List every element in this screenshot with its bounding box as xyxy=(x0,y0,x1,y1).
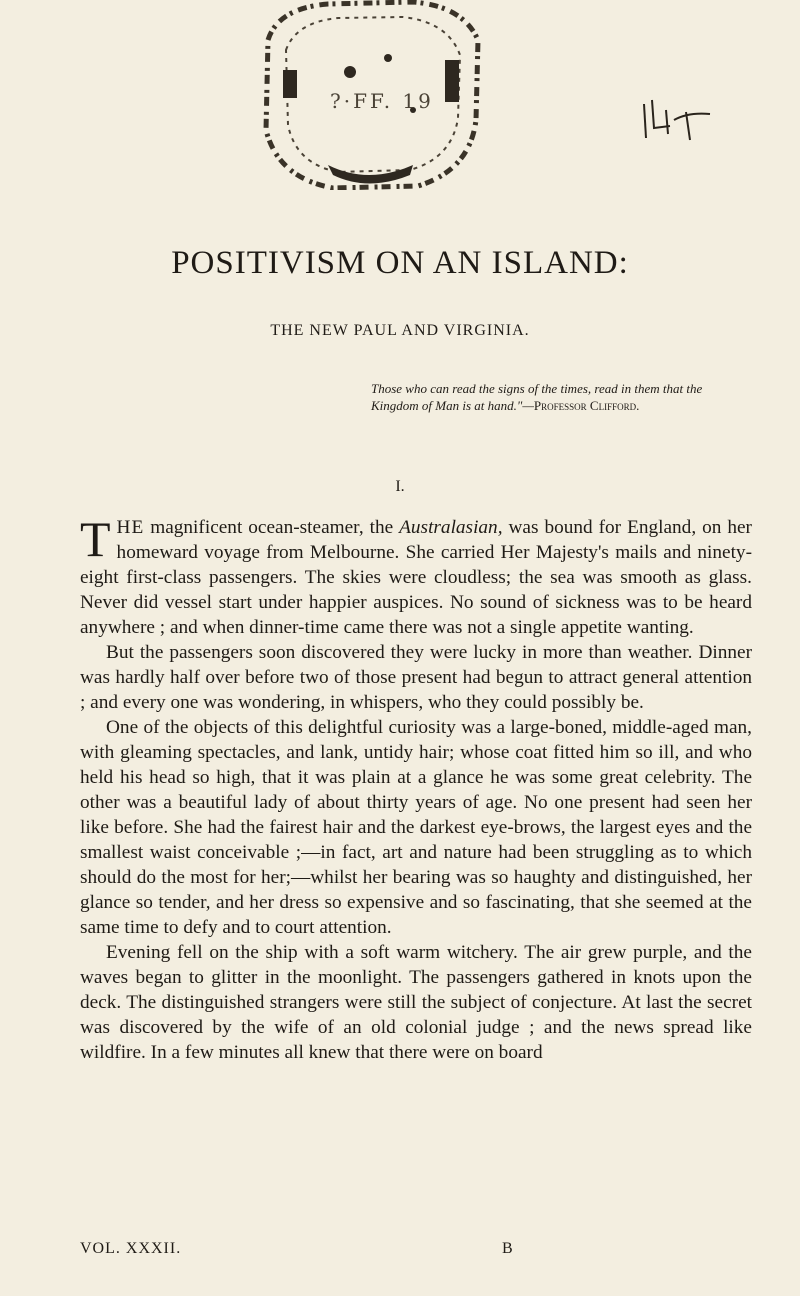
page-title: POSITIVISM ON AN ISLAND: xyxy=(171,245,629,281)
section-number: I. xyxy=(395,478,405,495)
body-text xyxy=(80,511,752,1065)
paragraph-4: Evening fell on the ship with a soft warm witchery. The air grew purple, and the waves began to glitter in the moonlight. The passengers gathered in knots upon the deck. The distinguished strangers were still the subject of conjecture. At last the secret was discovered by the wife of an old colonial judge ; and the news spread like wildfire. In a few minutes all knew that there were on board xyxy=(80,942,752,1063)
opening-smallcaps: HE xyxy=(116,517,145,538)
volume-footer: VOL. XXXII. xyxy=(80,1240,182,1257)
epigraph xyxy=(371,380,751,414)
page-subtitle: THE NEW PAUL AND VIRGINIA. xyxy=(270,322,530,339)
signature-mark: B xyxy=(502,1240,513,1257)
svg-text:?·FF. 19: ?·FF. 19 xyxy=(330,89,434,113)
epigraph-text: Those who can read the signs of the times, read in them that the Kingdom of Man is at hand."— xyxy=(371,381,703,413)
paragraph-1 xyxy=(80,511,752,640)
epigraph-author: Professor Clifford. xyxy=(533,398,640,413)
paragraph-2: But the passengers soon discovered they were lucky in more than weather. Dinner was hardly half over before two of those present had begun to attract general attention ; and every one was wondering, in whispers, who they could possibly be. xyxy=(80,642,752,713)
library-stamp-icon xyxy=(238,0,500,190)
handwritten-mark xyxy=(640,90,720,145)
paragraph-1-text-a: magnificent ocean-steamer, the xyxy=(144,517,400,538)
paragraph-1-text-b: was bound for England, on her homeward voyage from Melbourne. She carried Her Majesty's mails and ninety-eight first-class passengers. The skies were cloudless; the sea was smooth as glass. Never did vessel start under happier auspices. No sound of sickness was to be heard anywhere ; and when dinner-time came there was not a single appetite wanting. xyxy=(80,517,752,638)
ship-name: Australasian, xyxy=(399,517,503,538)
drop-cap: T xyxy=(80,511,111,567)
paragraph-3: One of the objects of this delightful curiosity was a large-boned, middle-aged man, with gleaming spectacles, and lank, untidy hair; whose coat fitted him so ill, and who held his head so high, that it was plain at a glance he was some great celebrity. The other was a beautiful lady of about thirty years of age. No one present had seen her like before. She had the fairest hair and the darkest eye-brows, the largest eyes and the smallest waist conceivable ;—in fact, art and nature had been struggling as to which should do the most for her;—whilst her bearing was so haughty and distinguished, her glance so tender, and her dress so expensive and so fascinating, that she seemed at the same time to defy and to court attention. xyxy=(80,717,752,938)
